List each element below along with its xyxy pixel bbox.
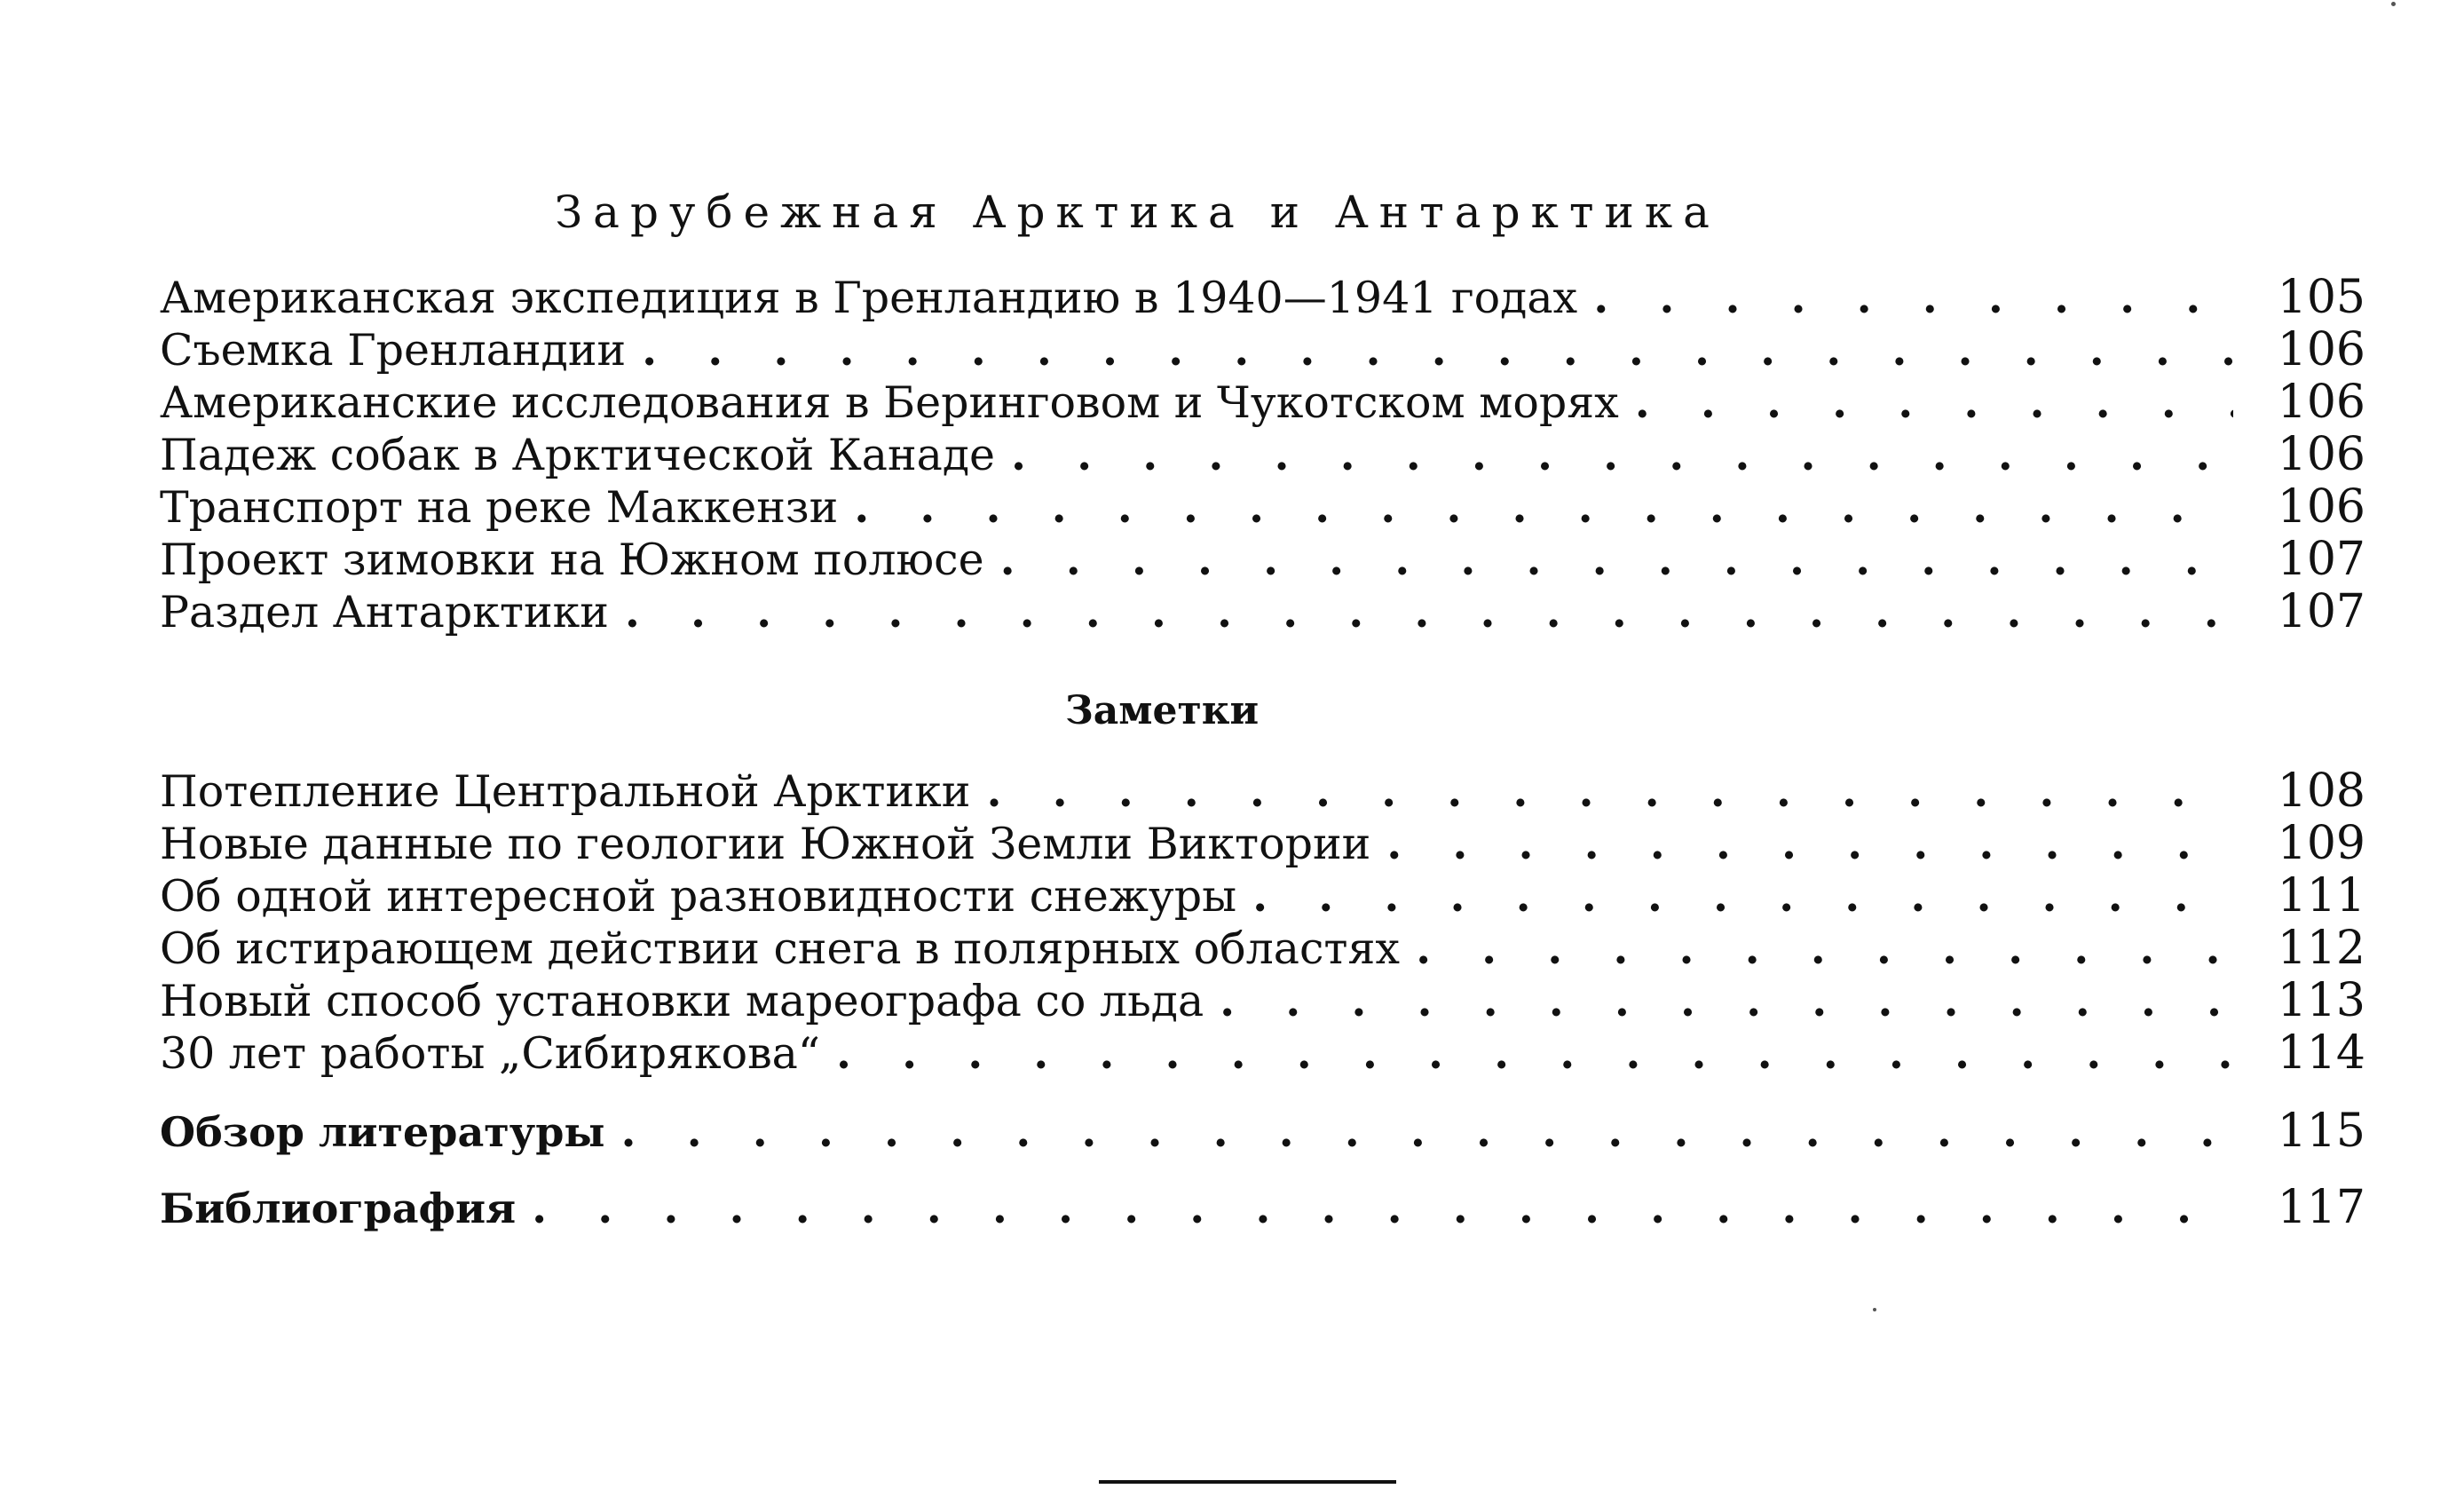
toc-entry	[160, 585, 2365, 638]
toc-entry-title: Съемка Гренландии	[160, 325, 627, 376]
dot-leader	[986, 770, 2232, 813]
toc-entry-page: 114	[2277, 1026, 2365, 1080]
toc-entry-title: Новые данные по геологии Южной Земли Виктории	[160, 819, 1371, 869]
toc-entry-title: Американская экспедиция в Гренландию в 1940—1941 годах	[160, 273, 1578, 323]
dot-leader	[625, 590, 2233, 634]
toc-entry-page: 117	[2277, 1181, 2365, 1234]
toc-entry	[160, 376, 2365, 429]
dot-leader	[532, 1186, 2233, 1230]
bottom-divider-rule	[1099, 1480, 1396, 1484]
toc-entry-title: Библиография	[160, 1184, 517, 1232]
toc-entry-title: Новый способ установки мареографа со льда	[160, 976, 1204, 1026]
toc-entry-page: 113	[2277, 974, 2365, 1027]
dot-leader	[621, 1110, 2233, 1153]
dot-leader	[1635, 381, 2233, 424]
toc-entry-bibliography	[160, 1181, 2365, 1234]
toc-entry-title: Проект зимовки на Южном полюсе	[160, 535, 984, 585]
toc-entry	[160, 323, 2365, 376]
toc-entry-page: 107	[2277, 585, 2365, 638]
toc-entry-title: 30 лет работы „Сибирякова“	[160, 1028, 820, 1079]
toc-entry-page: 106	[2277, 376, 2365, 429]
toc-entry-title: Потепление Центральной Арктики	[160, 766, 971, 817]
toc-entry-page: 105	[2277, 271, 2365, 324]
toc-entry	[160, 480, 2365, 534]
section-heading-foreign-arctic: Зарубежная Арктика и Антарктика	[555, 186, 1720, 238]
toc-entry	[160, 1026, 2365, 1080]
toc-entry	[160, 817, 2365, 870]
dot-leader	[1252, 875, 2233, 918]
toc-entry	[160, 869, 2365, 923]
toc-entry	[160, 974, 2365, 1027]
dot-leader	[1011, 433, 2233, 477]
toc-entry-title: Падеж собак в Арктической Канаде	[160, 430, 996, 480]
toc-entry-title: Об одной интересной разновидности снежуры	[160, 871, 1237, 922]
toc-entry-page: 108	[2277, 764, 2365, 818]
toc-entry-page: 115	[2277, 1105, 2365, 1158]
toc-entry-page: 106	[2277, 323, 2365, 376]
toc-entry-page: 106	[2277, 428, 2365, 481]
toc-entry-page: 112	[2277, 922, 2365, 975]
toc-entry-page: 111	[2277, 869, 2365, 923]
toc-entry	[160, 922, 2365, 975]
toc-entry-page: 107	[2277, 533, 2365, 586]
toc-entry-title: Обзор литературы	[160, 1108, 605, 1156]
print-speck	[1873, 1308, 1876, 1311]
toc-entry	[160, 764, 2365, 818]
dot-leader	[854, 486, 2232, 529]
toc-entry	[160, 271, 2365, 324]
toc-entry-title: Американские исследования в Беринговом и Чукотском морях	[160, 377, 1619, 428]
dot-leader	[836, 1032, 2233, 1075]
dot-leader	[1000, 538, 2233, 582]
toc-entry	[160, 428, 2365, 481]
dot-leader	[1593, 276, 2233, 320]
toc-entry-title: Транспорт на реке Маккензи	[160, 482, 839, 533]
toc-entry-title: Раздел Антарктики	[160, 587, 609, 638]
dot-leader	[642, 329, 2233, 372]
dot-leader	[1416, 927, 2233, 970]
toc-entry-page: 109	[2277, 817, 2365, 870]
toc-entry	[160, 533, 2365, 586]
dot-leader	[1220, 979, 2233, 1023]
toc-entry-literature-review	[160, 1105, 2365, 1158]
dot-leader	[1386, 822, 2232, 866]
section-heading-notes: Заметки	[1065, 688, 1260, 733]
print-speck	[2391, 2, 2396, 6]
toc-entry-page: 106	[2277, 480, 2365, 534]
toc-entry-title: Об истирающем действии снега в полярных областях	[160, 923, 1401, 974]
